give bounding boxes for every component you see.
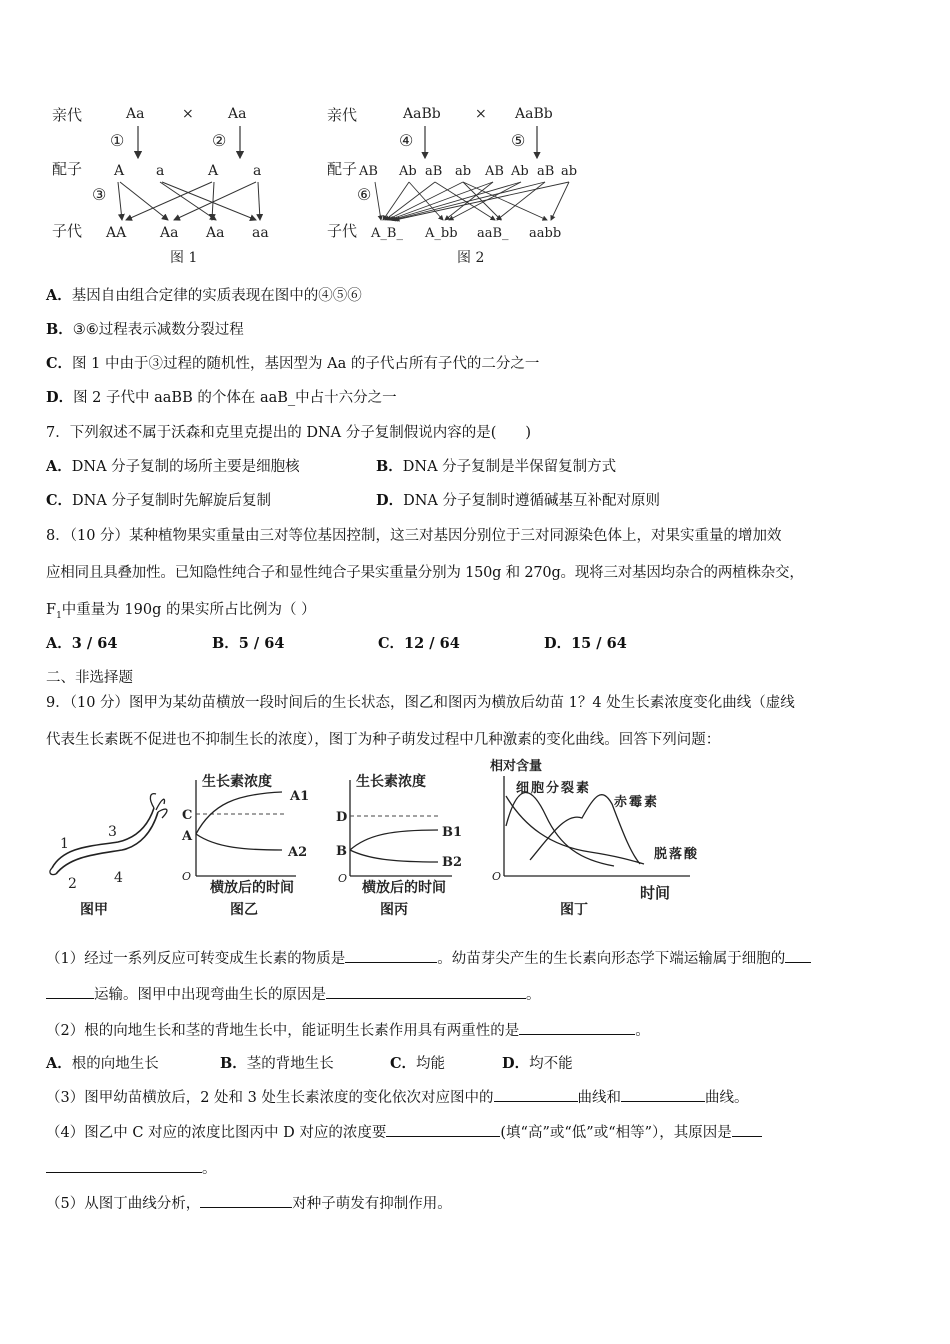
step-label: ②: [212, 131, 227, 150]
q7-options-row2: C．DNA 分子复制时先解旋后复制 D．DNA 分子复制时遵循碱基互补配对原则: [46, 492, 660, 509]
curve-a2: [196, 834, 282, 850]
position-label: 3: [108, 824, 117, 840]
figure-bing-chart: [334, 768, 484, 920]
row-label-gamete: 配子: [52, 160, 83, 178]
position-label: 4: [114, 870, 123, 886]
parent-genotype: Aa: [228, 106, 247, 122]
answer-blank[interactable]: [46, 1158, 202, 1173]
curve-label-a2: A2: [288, 845, 308, 860]
origin-label: O: [492, 870, 502, 883]
origin-label: O: [182, 870, 192, 883]
gamete: A: [208, 163, 219, 179]
q9-part2: （2）根的向地生长和茎的背地生长中，能证明生长素作用具有两重性的是 。: [46, 1020, 650, 1041]
offspring-genotype: Aa: [206, 225, 225, 241]
gamete: Ab: [399, 164, 417, 179]
curve-b2: [350, 850, 438, 862]
offspring-genotype: aabb: [529, 226, 562, 241]
q9-part2-options: A．根的向地生长 B．茎的背地生长 C．均能 D．均不能: [46, 1055, 573, 1072]
q6-option-c: C．图 1 中由于③过程的随机性，基因型为 Aa 的子代占所有子代的二分之一: [46, 355, 540, 372]
q9-part1-line2: 运输。图甲中出现弯曲生长的原因是 。: [46, 984, 541, 1005]
gamete: ab: [561, 164, 578, 179]
q6-option-d: D．图 2 子代中 aaBB 的个体在 aaB_中占十六分之一: [46, 389, 397, 406]
gamete: aB: [537, 164, 555, 179]
answer-blank[interactable]: [519, 1020, 635, 1035]
curve-a1: [196, 792, 282, 834]
offspring-genotype: aaB_: [477, 226, 509, 241]
y-axis-label: 生长素浓度: [356, 774, 426, 790]
offspring-genotype: A_B_: [371, 226, 403, 241]
seedling-root-tip: [50, 868, 56, 875]
curve-cytokinin: [506, 792, 614, 866]
offspring-genotype: Aa: [160, 225, 179, 241]
curve-label-b2: B2: [442, 855, 463, 870]
figure-caption: 图 1: [170, 250, 198, 266]
step-label: ①: [110, 131, 125, 150]
x-axis-label: 横放后的时间: [362, 880, 446, 896]
step-label: ⑥: [357, 185, 372, 204]
cross-symbol: ×: [182, 106, 194, 122]
answer-blank[interactable]: [785, 948, 811, 963]
y-tick-a: A: [182, 829, 193, 844]
curve-label-cytokinin: 细胞分裂素: [516, 781, 592, 796]
curve-label-gibberellin: 赤霉素: [614, 795, 660, 810]
offspring-genotype: A_bb: [425, 226, 458, 241]
offspring-genotype: aa: [252, 225, 269, 241]
gamete: AB: [359, 164, 378, 179]
position-label: 1: [60, 836, 69, 852]
fertilization-arrows: [375, 182, 569, 220]
figure-caption: 图乙: [230, 902, 258, 918]
q6-option-b: B．③⑥过程表示减数分裂过程: [46, 321, 244, 338]
gamete: ab: [455, 164, 472, 179]
curve-label-a1: A1: [290, 789, 310, 804]
gamete: A: [114, 163, 125, 179]
origin-label: O: [338, 872, 348, 885]
answer-blank[interactable]: [326, 984, 526, 999]
figure-caption: 图甲: [80, 902, 108, 918]
parent-genotype: AaBb: [515, 106, 553, 122]
fertilization-arrows: [118, 182, 260, 220]
gamete: a: [253, 163, 262, 179]
figure-yi-chart: [176, 768, 326, 920]
answer-blank[interactable]: [46, 984, 94, 999]
q6-option-a: A．基因自由组合定律的实质表现在图中的④⑤⑥: [46, 287, 362, 304]
figure-jia-seedling: [44, 790, 174, 920]
curve-label-abscisic-acid: 脱落酸: [654, 847, 700, 862]
gamete: a: [156, 163, 165, 179]
figure-caption: 图 2: [457, 250, 485, 266]
offspring-genotype: AA: [106, 225, 127, 241]
gamete: Ab: [511, 164, 529, 179]
y-axis-label: 生长素浓度: [202, 774, 272, 790]
parent-genotype: Aa: [126, 106, 145, 122]
figure-1-monohybrid-cross: [50, 100, 280, 270]
step-label: ④: [399, 131, 414, 150]
q9-part1-line1: （1）经过一系列反应可转变成生长素的物质是 。幼苗芽尖产生的生长素向形态学下端运输属于细胞的: [46, 948, 811, 969]
q9-part3: （3）图甲幼苗横放后，2 处和 3 处生长素浓度的变化依次对应图中的 曲线和 曲线。: [46, 1087, 749, 1108]
row-label-offspring: 子代: [52, 222, 83, 240]
y-tick-b: B: [336, 844, 347, 859]
row-label-parent: 亲代: [52, 106, 83, 124]
q8-stem-line3: $F_1$中重量为 190g 的果实所占比例为（ ）: [46, 602, 316, 621]
answer-blank[interactable]: [345, 948, 437, 963]
curve-b1: [350, 830, 438, 850]
position-label: 2: [68, 876, 77, 892]
gamete: aB: [425, 164, 443, 179]
q9-stem-line1: 9．（10 分）图甲为某幼苗横放一段时间后的生长状态，图乙和图丙为横放后幼苗 1？4 处生长素浓度变化曲线（虚线: [46, 695, 795, 711]
figure-ding-chart: [490, 756, 730, 920]
row-label-offspring: 子代: [327, 222, 358, 240]
q9-part5: （5）从图丁曲线分析， 对种子萌发有抑制作用。: [46, 1193, 452, 1214]
q9-stem-line2: 代表生长素既不促进也不抑制生长的浓度），图丁为种子萌发过程中几种激素的变化曲线。回答下列问题：: [46, 732, 721, 748]
x-axis-label: 时间: [640, 884, 671, 902]
y-axis-label: 相对含量: [490, 759, 543, 774]
seedling-leaves: [150, 794, 167, 818]
y-tick-c: C: [182, 808, 193, 823]
step-label: ⑤: [511, 131, 526, 150]
answer-blank[interactable]: [621, 1087, 705, 1102]
y-tick-d: D: [336, 810, 348, 825]
answer-blank[interactable]: [732, 1122, 762, 1137]
gamete: AB: [485, 164, 504, 179]
answer-blank[interactable]: [200, 1193, 292, 1208]
row-label-gamete: 配子: [327, 160, 358, 178]
cross-symbol: ×: [475, 106, 487, 122]
figure-caption: 图丁: [560, 902, 588, 918]
step-label: ③: [92, 185, 107, 204]
q8-stem-line2: 应相同且具叠加性。已知隐性纯合子和显性纯合子果实重量分别为 150g 和 270g。现将三对基因均杂合的两植株杂交，: [46, 565, 804, 581]
parent-genotype: AaBb: [403, 106, 441, 122]
section-heading: 二、非选择题: [46, 670, 133, 686]
q8-options: A．3 / 64 B．5 / 64 C．12 / 64 D．15 / 64: [46, 635, 627, 652]
x-axis-label: 横放后的时间: [210, 880, 294, 896]
q7-stem: 7．下列叙述不属于沃森和克里克提出的 DNA 分子复制假说内容的是( ): [46, 425, 532, 441]
row-label-parent: 亲代: [327, 106, 358, 124]
answer-blank[interactable]: [494, 1087, 578, 1102]
q8-stem-line1: 8．（10 分）某种植物果实重量由三对等位基因控制，这三对基因分别位于三对同源染色体上，对果实重量的增加效: [46, 528, 782, 544]
q9-part4-line1: （4）图乙中 C 对应的浓度比图丙中 D 对应的浓度要 (填“高”或“低”或“相等”），其原因是: [46, 1122, 762, 1143]
figure-2-dihybrid-cross: [325, 100, 595, 270]
answer-blank[interactable]: [386, 1122, 500, 1137]
figure-caption: 图丙: [380, 902, 408, 918]
curve-label-b1: B1: [442, 825, 463, 840]
q9-part4-line2: 。: [46, 1158, 217, 1179]
q7-options-row1: A．DNA 分子复制的场所主要是细胞核 B．DNA 分子复制是半保留复制方式: [46, 458, 617, 475]
